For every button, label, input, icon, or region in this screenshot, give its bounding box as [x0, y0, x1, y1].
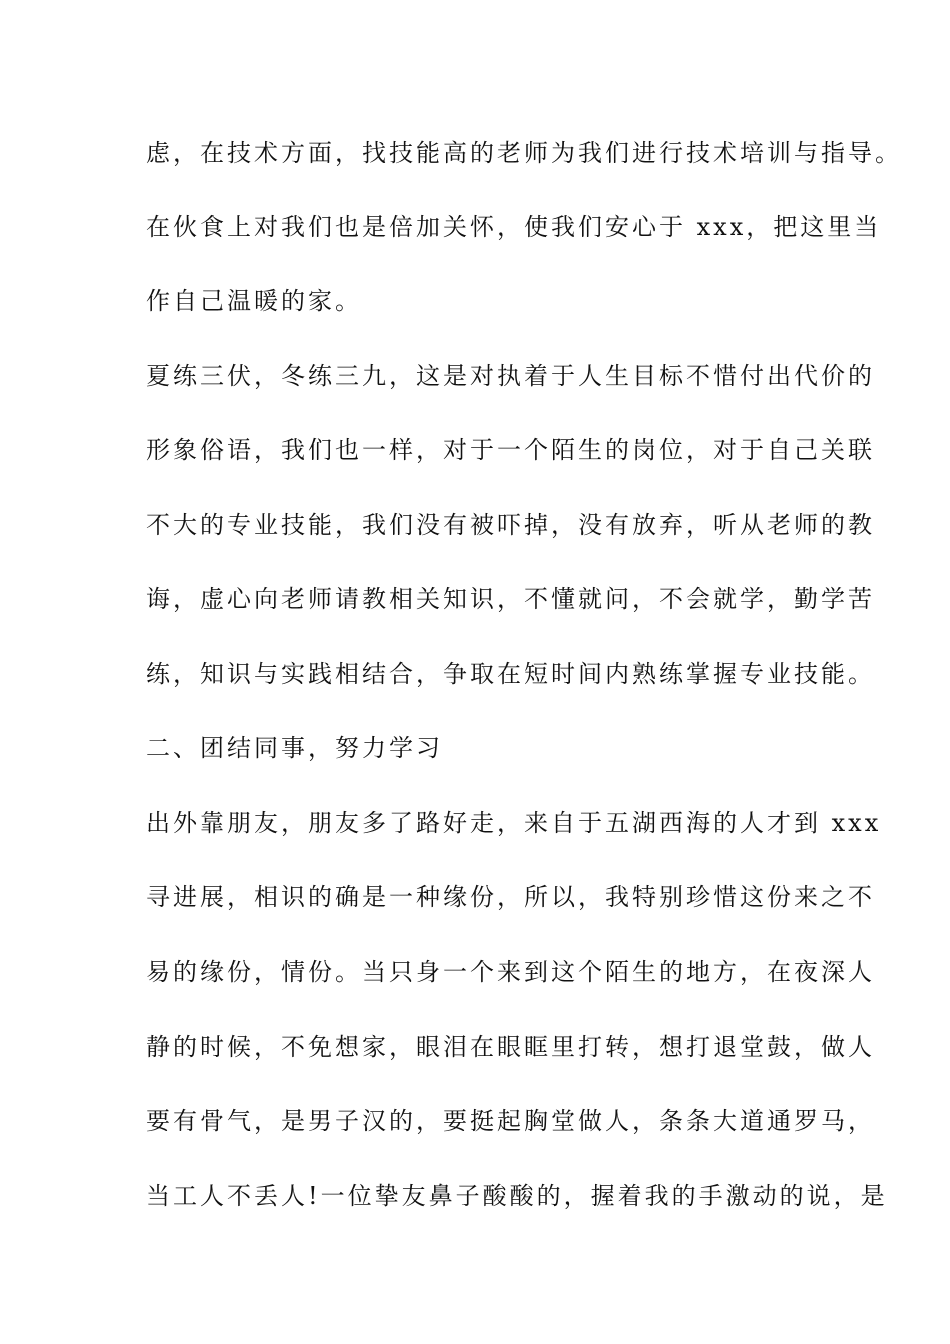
body-text-line: 练，知识与实践相结合，争取在短时间内熟练掌握专业技能。 — [146, 660, 875, 688]
body-text-line: 作自己温暖的家。 — [146, 287, 362, 315]
section-heading: 二、团结同事，努力学习 — [146, 734, 443, 762]
body-text-line: 要有骨气，是男子汉的，要挺起胸堂做人，条条大道通罗马， — [146, 1107, 875, 1135]
body-text-line: 在伙食上对我们也是倍加关怀，使我们安心于 xxx，把这里当 — [146, 213, 882, 241]
body-text-line: 寻进展，相识的确是一种缘份，所以，我特别珍惜这份来之不 — [146, 883, 875, 911]
body-text-line: 当工人不丢人!一位挚友鼻子酸酸的，握着我的手激动的说，是 — [146, 1182, 888, 1210]
body-text-line: 形象俗语，我们也一样，对于一个陌生的岗位，对于自己关联 — [146, 436, 875, 464]
body-text-line: 静的时候，不免想家，眼泪在眼眶里打转，想打退堂鼓，做人 — [146, 1033, 875, 1061]
body-text-line: 易的缘份，情份。当只身一个来到这个陌生的地方，在夜深人 — [146, 958, 875, 986]
body-text-line: 虑，在技术方面，找技能高的老师为我们进行技术培训与指导。 — [146, 139, 902, 167]
body-text-line: 夏练三伏，冬练三九，这是对执着于人生目标不惜付出代价的 — [146, 362, 875, 390]
body-text-line: 诲，虚心向老师请教相关知识，不懂就问，不会就学，勤学苦 — [146, 585, 875, 613]
body-text-line: 不大的专业技能，我们没有被吓掉，没有放弃，听从老师的教 — [146, 511, 875, 539]
body-text-line: 出外靠朋友，朋友多了路好走，来自于五湖西海的人才到 xxx — [146, 809, 882, 837]
